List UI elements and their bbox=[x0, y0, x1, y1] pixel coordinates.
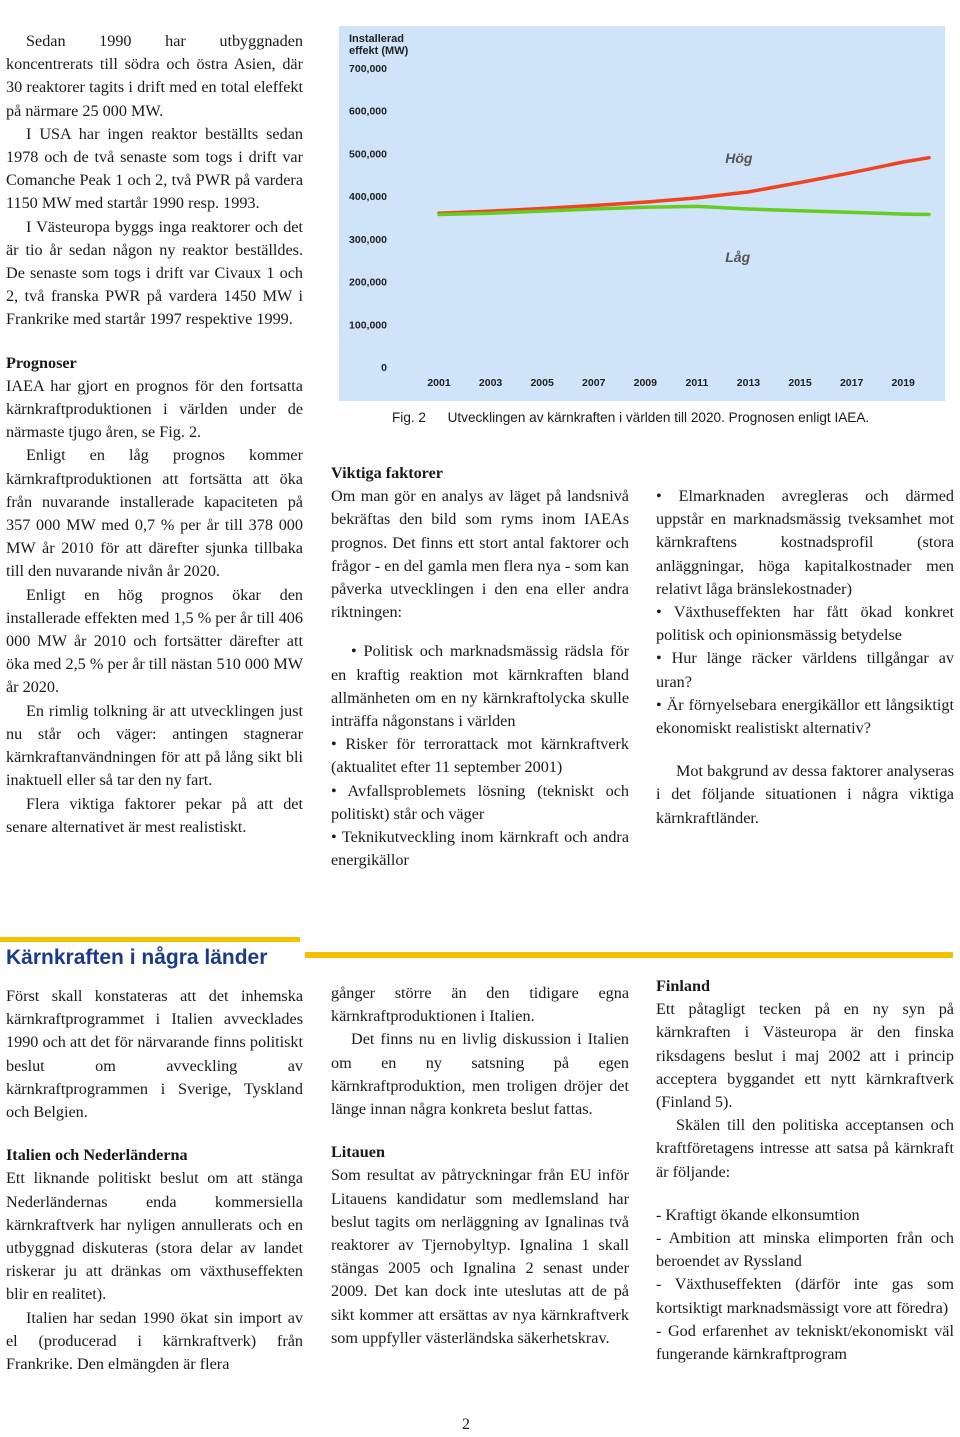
x-tick-label: 2015 bbox=[788, 377, 812, 389]
chart-title: Installerad bbox=[349, 33, 405, 45]
x-tick-label: 2013 bbox=[736, 377, 761, 389]
paragraph: Flera viktiga faktorer pekar på att det senare alternativet är mest realistiskt. bbox=[6, 794, 303, 836]
y-tick-label: 600,000 bbox=[349, 105, 387, 118]
page-number: 2 bbox=[462, 1416, 470, 1433]
section-heading: Kärnkraften i några länder bbox=[0, 937, 300, 969]
paragraph: Först skall konstateras att det inhemska kärnkraftprogrammet i Italien avvecklades 1990 och att det för närvarande finns politiskt beslut om avveckling av kärnkraftprogrammen i Sverige, Tyskland och Belgien. bbox=[6, 987, 303, 1122]
bullet-item: • Växthuseffekten har fått ökad konkret politisk och opinionsmässig betydelse bbox=[656, 603, 954, 645]
bullet-item: • Hur länge räcker världens tillgångar av uran? bbox=[656, 649, 954, 691]
y-tick-label: 0 bbox=[381, 362, 387, 374]
paragraph: Mot bakgrund av dessa faktorer analyseras i det följande situationen i några viktiga kärnkraftländer. bbox=[656, 762, 954, 827]
paragraph: Italien har sedan 1990 ökat sin import av el (producerad i kärnkraftverk) från Frankrike. Den elmängden är flera bbox=[6, 1308, 303, 1374]
paragraph: Det finns nu en livlig diskussion i Italien om en ny satsning på egen kärnkraftproduktion, men troligen dröjer det länge innan några konkreta beslut fattas. bbox=[331, 1030, 629, 1119]
middle-column bbox=[331, 462, 629, 872]
paragraph: Ett liknande politiskt beslut om att stänga Nederländernas enda kommersiella kärnkraftverk har nyligen annullerats och en utbyggnad diskuteras (stora delar av landet riskerar ju att dränkas om växthuseffekten blir en realitet). bbox=[6, 1169, 303, 1304]
chart bbox=[339, 26, 945, 401]
list-item: - God erfarenhet av tekniskt/ekonomiskt väl fungerande kärnkraftprogram bbox=[656, 1321, 954, 1364]
paragraph: Ett påtagligt tecken på en ny syn på kärnkraften i Västeuropa är den finska riksdagens beslut i maj 2002 att i princip acceptera byggandet ett nytt kärnkraftverk (Finland 5). bbox=[656, 1000, 954, 1112]
chart-title-2: effekt (MW) bbox=[349, 45, 409, 57]
list-item: - Ambition att minska elimporten från och beroendet av Ryssland bbox=[656, 1229, 954, 1271]
y-tick-label: 400,000 bbox=[349, 191, 387, 204]
chart-panel bbox=[339, 26, 945, 401]
paragraph: Enligt en låg prognos kommer kärnkraftproduktionen att fortsätta att öka från nuvarande installerade kapaciteten på 357 000 MW med 0,7 % per år till 378 000 MW år 2010 för att därefter sjunka tillbaka till den nuvarande nivån år 2020. bbox=[6, 446, 303, 581]
y-tick-label: 500,000 bbox=[349, 148, 387, 161]
paragraph: Sedan 1990 har utbyggnaden koncentrerats till södra och östra Asien, där 30 reaktorer tagits i drift med en total eleffekt på närmare 25 000 MW. bbox=[6, 32, 303, 120]
x-tick-label: 2003 bbox=[478, 377, 503, 389]
figure-label: Fig. 2 bbox=[392, 410, 426, 425]
y-tick-label: 300,000 bbox=[349, 233, 387, 246]
x-tick-label: 2005 bbox=[530, 377, 554, 389]
bullet-item: • Är förnyelsebara energikällor ett långsiktigt ekonomiskt realistiskt alternativ? bbox=[656, 695, 954, 738]
bottom-middle-column bbox=[331, 982, 629, 1350]
list-item: - Växthuseffekten (därför inte gas som kortsiktigt marknadsmässigt vore att föredra) bbox=[656, 1275, 954, 1317]
paragraph: Om man gör en analys av läget på landsnivå bekräftas den bild som ryms inom IAEAs prognos. Det finns ett stort antal faktorer och frågor - en del gamla men flera nya - som kan påverka utvecklingen i den ena eller andra riktningen: bbox=[331, 487, 629, 622]
figure-caption bbox=[392, 410, 952, 425]
x-tick-label: 2011 bbox=[685, 377, 709, 389]
bullet-item: • Risker för terrorattack mot kärnkraftverk (aktualitet efter 11 september 2001) bbox=[331, 735, 629, 777]
paragraph: IAEA har gjort en prognos för den fortsatta kärnkraftproduktionen i världen under de närmaste tjugo åren, se Fig. 2. bbox=[6, 376, 303, 442]
paragraph: Enligt en hög prognos ökar den installerade effekten med 1,5 % per år till 406 000 MW år 2010 och fortsätter därefter att öka med 2,5 % per år till nästan 510 000 MW år 2020. bbox=[6, 585, 303, 697]
figure-caption-text: Utvecklingen av kärnkraften i världen till 2020. Prognosen enligt IAEA. bbox=[447, 410, 870, 425]
x-tick-label: 2017 bbox=[839, 377, 864, 389]
y-tick-label: 100,000 bbox=[349, 319, 387, 332]
y-tick-label: 200,000 bbox=[349, 276, 387, 289]
x-tick-label: 2007 bbox=[582, 377, 606, 389]
x-tick-label: 2019 bbox=[891, 377, 915, 389]
bullet-item: • Avfallsproblemets lösning (tekniskt och politiskt) står och väger bbox=[331, 781, 629, 823]
series-label: Hög bbox=[725, 149, 753, 166]
bullet-item: • Elmarknaden avregleras och därmed uppstår en marknadsmässig tveksamhet mot kärnkraftens kostnadsprofil (stora anläggningar, höga kapitalkostnader men relativt låga bränslekostnader) bbox=[656, 487, 954, 598]
paragraph: I USA har ingen reaktor beställts sedan 1978 och de två senaste som togs i drift var Comanche Peak 1 och 2, två PWR på vardera 1150 MW med startår 1990 resp. 1993. bbox=[6, 124, 303, 213]
prognoser-heading: Prognoser bbox=[6, 353, 77, 372]
italien-heading: Italien och Nederländerna bbox=[6, 1146, 188, 1165]
x-tick-label: 2009 bbox=[633, 377, 657, 389]
x-tick-label: 2001 bbox=[427, 377, 451, 389]
finland-heading: Finland bbox=[656, 977, 710, 995]
viktiga-heading: Viktiga faktorer bbox=[331, 464, 443, 482]
paragraph: I Västeuropa byggs inga reaktorer och det är tio år sedan någon ny reaktor beställdes. De senaste som togs i drift var Civaux 1 och 2, två franska PWR på vardera 1450 MW i Frankrike med startår 1997 respektive 1999. bbox=[6, 217, 303, 329]
list-item: - Kraftigt ökande elkonsumtion bbox=[656, 1205, 860, 1224]
paragraph: gånger större än den tidigare egna kärnkraftproduktionen i Italien. bbox=[331, 984, 629, 1026]
section-divider bbox=[305, 952, 953, 958]
bottom-left-column bbox=[6, 985, 303, 1376]
bottom-right-column bbox=[656, 975, 954, 1366]
paragraph: En rimlig tolkning är att utvecklingen just nu står och väger: antingen stagnerar kärnkraftanvändningen för att på lång sikt bli inaktuell eller så tar den ny fart. bbox=[6, 701, 303, 790]
bullet-item: • Politisk och marknadsmässig rädsla för en kraftig reaktion mot kärnkraften bland allmänheten om en ny kärnkraftolycka skulle inträffa någonstans i världen bbox=[331, 642, 629, 731]
paragraph: Skälen till den politiska acceptansen och kraftföretagens intresse att satsa på kärnkraft är följande: bbox=[656, 1116, 954, 1181]
series-label: Låg bbox=[725, 248, 751, 265]
litauen-heading: Litauen bbox=[331, 1143, 385, 1162]
bullet-item: • Teknikutveckling inom kärnkraft och andra energikällor bbox=[331, 828, 629, 870]
y-tick-label: 700,000 bbox=[349, 63, 387, 75]
paragraph: Som resultat av påtryckningar från EU inför Litauens kandidatur som medlemsland har beslut tagits om nerläggning av Ignalinas två reaktorer av Tjernobyltyp. Ignalina 1 skall stängas 2005 och Ignalina 2 senast under 2009. Det kan dock inte uteslutas att de på sikt kommer att ersättas av nya kärnkraftverk som uppfyller västerländska säkerhetskrav. bbox=[331, 1166, 629, 1347]
left-column-top bbox=[6, 30, 303, 839]
right-column bbox=[656, 485, 954, 830]
